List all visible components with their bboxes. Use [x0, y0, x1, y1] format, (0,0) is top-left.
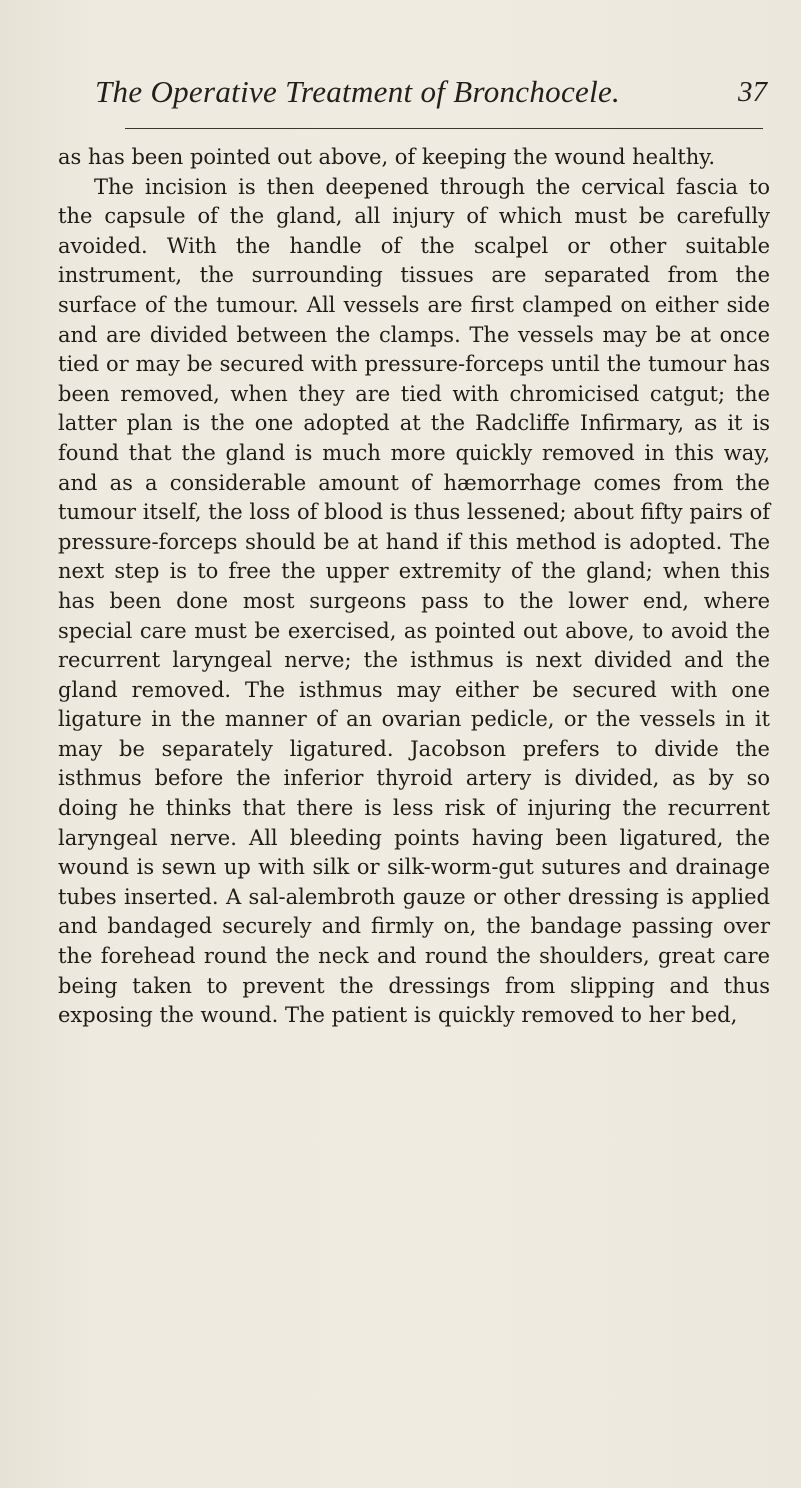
running-title: The Operative Treatment of Bronchocele. — [95, 74, 621, 109]
header-rule — [125, 128, 763, 129]
body-text — [58, 143, 770, 1031]
page-header — [95, 74, 767, 118]
page-number: 37 — [738, 76, 767, 108]
paragraph-continued: as has been pointed out above, of keeping the wound healthy. — [58, 145, 716, 169]
paragraph-incision: The incision is then deepened through the cervical fascia to the capsule of the gland, all injury of which must be carefully avoided. With the handle of the scalpel or other suitable instrument, the surrounding tissues are separated from the surface of the tumour. All vessels are first clamped on either side and are divided between the clamps. The vessels may be at once tied or may be secured with pressure-forceps until the tumour has been removed, when they are tied with chromicised catgut; the latter plan is the one adopted at the Radcliffe Infirmary, as it is found that the gland is much more quickly removed in this way, and as a considerable amount of hæmorrhage comes from the tumour itself, the loss of blood is thus lessened; about fifty pairs of pressure-forceps should be at hand if this method is adopted. The next step is to free the upper extremity of the gland; when this has been done most surgeons pass to the lower end, where special care must be exercised, as pointed out above, to avoid the recurrent laryngeal nerve; the isthmus is next divided and the gland removed. The isthmus may either be secured with one ligature in the manner of an ovarian pedicle, or the vessels in it may be separately ligatured. Jacobson prefers to divide the isthmus before the inferior thyroid artery is divided, as by so doing he thinks that there is less risk of injuring the recurrent laryngeal nerve. All bleeding points having been ligatured, the wound is sewn up with silk or silk-worm-gut sutures and drainage tubes inserted. A sal-alembroth gauze or other dressing is applied and bandaged securely and firmly on, the bandage passing over the forehead round the neck and round the shoulders, great care being taken to prevent the dressings from slipping and thus exposing the wound. The patient is quickly removed to her bed, — [58, 174, 770, 1028]
